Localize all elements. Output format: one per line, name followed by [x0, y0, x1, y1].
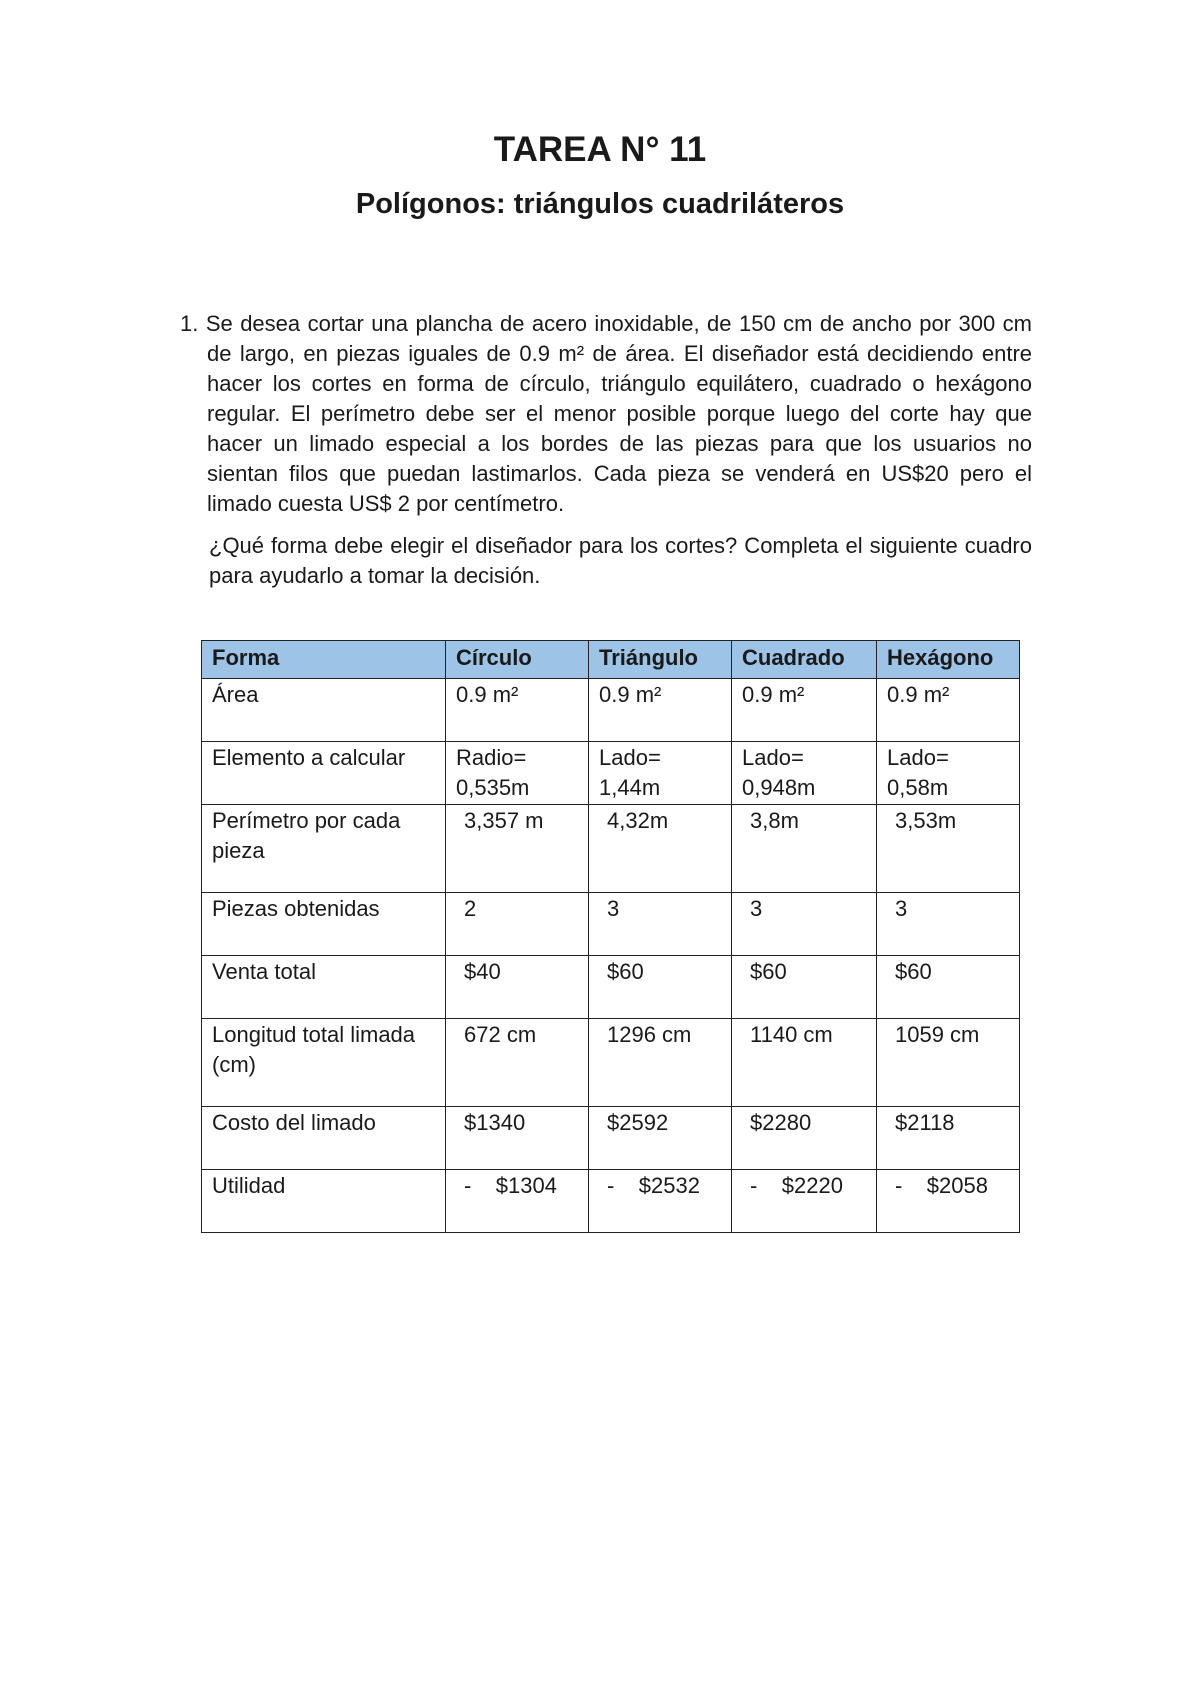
table-cell: 0.9 m²: [589, 679, 732, 742]
table-cell: 0.9 m²: [877, 679, 1020, 742]
table-header-row: [202, 641, 1020, 679]
table-cell: 1140 cm: [732, 1019, 877, 1107]
question-paragraph: [168, 309, 1032, 519]
row-label: Elemento a calcular: [202, 742, 446, 805]
table-cell: 1059 cm: [877, 1019, 1020, 1107]
table-cell: $60: [589, 956, 732, 1019]
table-cell: 4,32m: [589, 805, 732, 893]
table-cell: - $2058: [877, 1170, 1020, 1233]
cell-line: Lado=: [599, 745, 661, 770]
header-circulo: Círculo: [446, 641, 589, 679]
table-cell: - $2532: [589, 1170, 732, 1233]
page-title: TAREA N° 11: [493, 130, 707, 169]
table-row-longitud: [202, 1019, 1020, 1107]
table-cell: 3: [589, 893, 732, 956]
table-cell: $40: [446, 956, 589, 1019]
row-label: Longitud total limada (cm): [202, 1019, 446, 1107]
table-cell: [446, 742, 589, 805]
table-cell: $2592: [589, 1107, 732, 1170]
table-row-piezas: [202, 893, 1020, 956]
table-cell: [732, 742, 877, 805]
row-label: Perímetro por cada pieza: [202, 805, 446, 893]
header-hexagono: Hexágono: [877, 641, 1020, 679]
table-cell: 0.9 m²: [446, 679, 589, 742]
header-forma: Forma: [202, 641, 446, 679]
table-row-costo: [202, 1107, 1020, 1170]
cell-line: 0,948m: [742, 775, 816, 800]
table-row-elemento: [202, 742, 1020, 805]
page-subtitle: Polígonos: triángulos cuadriláteros: [355, 188, 845, 220]
table-cell: $60: [732, 956, 877, 1019]
table-row-area: [202, 679, 1020, 742]
table-cell: - $2220: [732, 1170, 877, 1233]
table-cell: $1340: [446, 1107, 589, 1170]
table-cell: - $1304: [446, 1170, 589, 1233]
table-cell: $2280: [732, 1107, 877, 1170]
row-label: Piezas obtenidas: [202, 893, 446, 956]
table-cell: $2118: [877, 1107, 1020, 1170]
table-cell: 0.9 m²: [732, 679, 877, 742]
table-cell: $60: [877, 956, 1020, 1019]
table-cell: [589, 742, 732, 805]
question-block: [168, 309, 1032, 591]
table-cell: 3,357 m: [446, 805, 589, 893]
question-text: Se desea cortar una plancha de acero inoxidable, de 150 cm de ancho por 300 cm de largo, en piezas iguales de 0.9 m² de área. El diseñador está decidiendo entre hacer los cortes en forma de círculo, triángulo equilátero, cuadrado o hexágono regular. El perímetro debe ser el menor posible porque luego del corte hay que hacer un limado especial a los bordes de las piezas para que los usuarios no sientan filos que puedan lastimarlos. Cada pieza se venderá en US$20 pero el limado cuesta US$ 2 por centímetro.: [205, 311, 1032, 516]
table-row-perimetro: [202, 805, 1020, 893]
table-cell: 2: [446, 893, 589, 956]
cell-line: Lado=: [887, 745, 949, 770]
table-row-venta: [202, 956, 1020, 1019]
question-prompt: ¿Qué forma debe elegir el diseñador para los cortes? Completa el siguiente cuadro para ayudarlo a tomar la decisión.: [209, 533, 1032, 588]
table-cell: 672 cm: [446, 1019, 589, 1107]
table-cell: 1296 cm: [589, 1019, 732, 1107]
shapes-table: [201, 640, 1020, 1233]
row-label: Área: [202, 679, 446, 742]
table-cell: [877, 742, 1020, 805]
row-label: Utilidad: [202, 1170, 446, 1233]
cell-line: Radio=: [456, 745, 527, 770]
row-label: Venta total: [202, 956, 446, 1019]
table-cell: 3,53m: [877, 805, 1020, 893]
question-number: 1.: [180, 311, 199, 336]
table-row-utilidad: [202, 1170, 1020, 1233]
header-cuadrado: Cuadrado: [732, 641, 877, 679]
cell-line: 0,58m: [887, 775, 949, 800]
table-cell: 3: [877, 893, 1020, 956]
header-triangulo: Triángulo: [589, 641, 732, 679]
cell-line: Lado=: [742, 745, 804, 770]
row-label: Costo del limado: [202, 1107, 446, 1170]
cell-line: 0,535m: [456, 775, 530, 800]
cell-line: 1,44m: [599, 775, 661, 800]
table-cell: 3,8m: [732, 805, 877, 893]
table-cell: 3: [732, 893, 877, 956]
